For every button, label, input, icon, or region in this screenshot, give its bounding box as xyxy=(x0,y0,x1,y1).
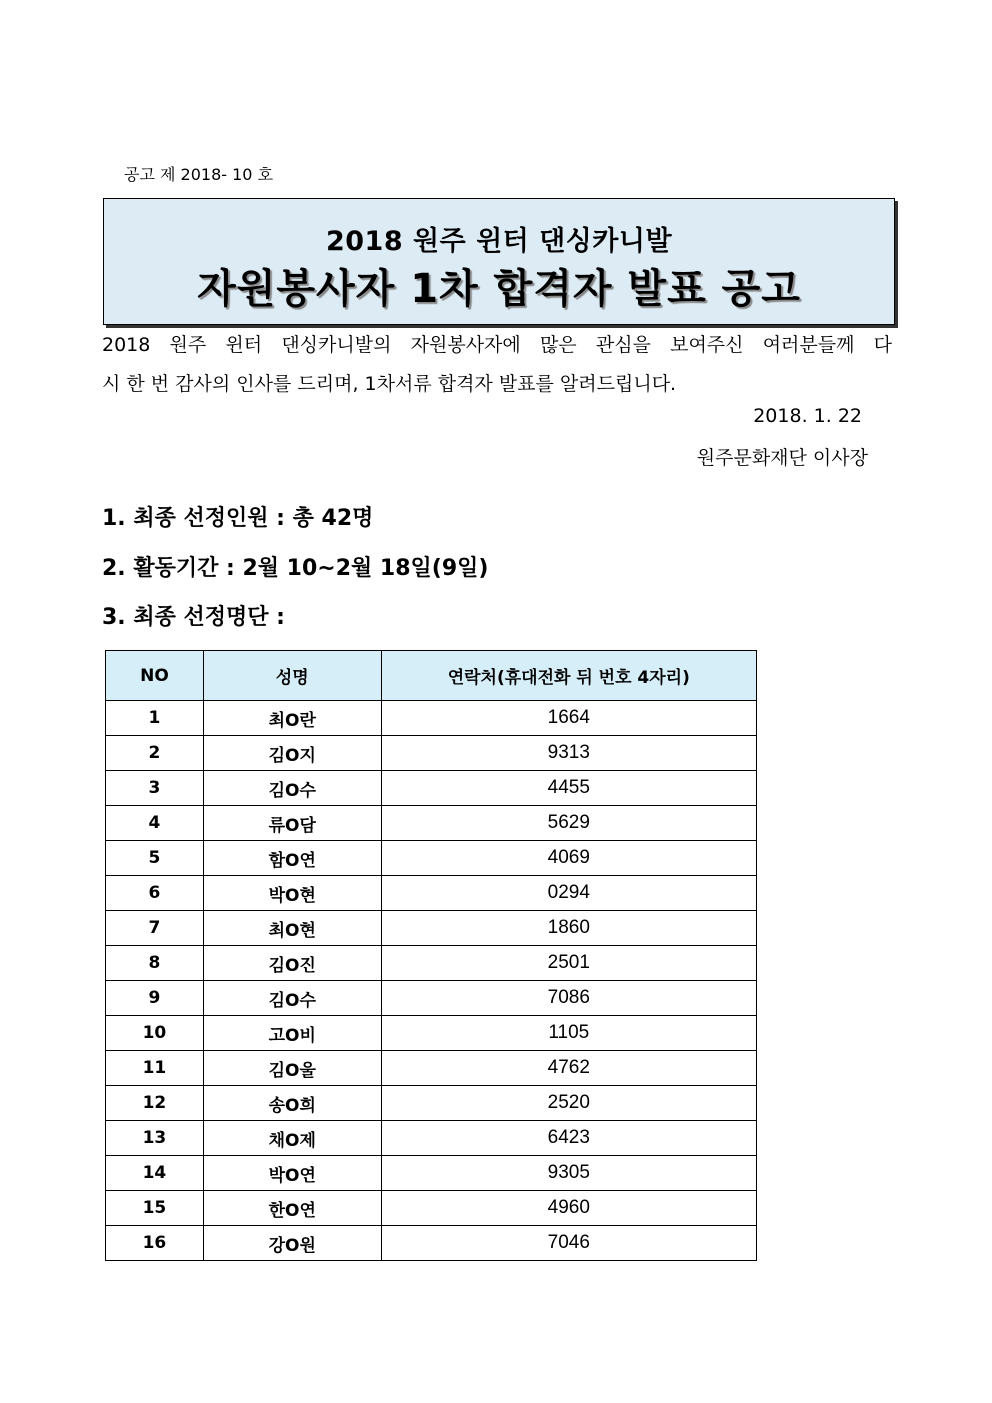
table-row xyxy=(106,1086,757,1121)
table-row xyxy=(106,1121,757,1156)
row-name: 채O제 xyxy=(203,1121,381,1156)
table-row xyxy=(106,841,757,876)
row-number: 2 xyxy=(106,736,204,771)
intro-line-1: 2018 원주 윈터 댄싱카니발의 자원봉사자에 많은 관심을 보여주신 여러분들께 다 xyxy=(102,334,892,356)
signer: 원주문화재단 이사장 xyxy=(696,447,868,469)
row-phone: 1664 xyxy=(381,701,756,736)
row-name: 함O연 xyxy=(203,841,381,876)
section-activity-period: 2. 활동기간 : 2월 10~2월 18일(9일) xyxy=(102,556,489,581)
row-number: 6 xyxy=(106,876,204,911)
row-name: 송O희 xyxy=(203,1086,381,1121)
row-phone: 1105 xyxy=(381,1016,756,1051)
row-name: 김O진 xyxy=(203,946,381,981)
table-row xyxy=(106,1051,757,1086)
row-number: 15 xyxy=(106,1191,204,1226)
table-row xyxy=(106,981,757,1016)
row-number: 4 xyxy=(106,806,204,841)
table-row xyxy=(106,806,757,841)
announcement-date: 2018. 1. 22 xyxy=(753,405,862,427)
table-row xyxy=(106,1016,757,1051)
row-name: 김O울 xyxy=(203,1051,381,1086)
row-phone: 1860 xyxy=(381,911,756,946)
row-phone: 6423 xyxy=(381,1121,756,1156)
row-name: 김O지 xyxy=(203,736,381,771)
row-name: 김O수 xyxy=(203,981,381,1016)
header-no: NO xyxy=(106,651,204,701)
section-final-list: 3. 최종 선정명단 : xyxy=(102,605,285,630)
title-announcement: 자원봉사자 1차 합격자 발표 공고 xyxy=(197,266,801,312)
table-row xyxy=(106,736,757,771)
header-phone: 연락처(휴대전화 뒤 번호 4자리) xyxy=(381,651,756,701)
row-number: 12 xyxy=(106,1086,204,1121)
row-phone: 7086 xyxy=(381,981,756,1016)
row-name: 강O원 xyxy=(203,1226,381,1261)
notice-number: 공고 제 2018- 10 호 xyxy=(124,165,274,184)
title-box xyxy=(103,198,895,325)
row-number: 8 xyxy=(106,946,204,981)
table-row xyxy=(106,771,757,806)
row-name: 류O담 xyxy=(203,806,381,841)
row-phone: 2501 xyxy=(381,946,756,981)
row-number: 11 xyxy=(106,1051,204,1086)
row-phone: 9313 xyxy=(381,736,756,771)
row-phone: 7046 xyxy=(381,1226,756,1261)
row-phone: 4455 xyxy=(381,771,756,806)
row-number: 5 xyxy=(106,841,204,876)
roster-table xyxy=(105,650,757,1261)
header-name: 성명 xyxy=(203,651,381,701)
row-phone: 9305 xyxy=(381,1156,756,1191)
row-phone: 4069 xyxy=(381,841,756,876)
table-header-row xyxy=(106,651,757,701)
table-row xyxy=(106,946,757,981)
title-event-name: 2018 원주 윈터 댄싱카니발 xyxy=(325,226,673,257)
table-row xyxy=(106,701,757,736)
section-final-count: 1. 최종 선정인원 : 총 42명 xyxy=(102,506,374,531)
row-number: 10 xyxy=(106,1016,204,1051)
table-row xyxy=(106,876,757,911)
row-name: 박O연 xyxy=(203,1156,381,1191)
row-name: 한O연 xyxy=(203,1191,381,1226)
row-number: 1 xyxy=(106,701,204,736)
row-phone: 5629 xyxy=(381,806,756,841)
row-number: 7 xyxy=(106,911,204,946)
row-number: 9 xyxy=(106,981,204,1016)
row-number: 13 xyxy=(106,1121,204,1156)
row-number: 3 xyxy=(106,771,204,806)
row-number: 14 xyxy=(106,1156,204,1191)
row-name: 박O현 xyxy=(203,876,381,911)
row-phone: 2520 xyxy=(381,1086,756,1121)
intro-paragraph xyxy=(102,326,892,404)
row-name: 최O란 xyxy=(203,701,381,736)
table-row xyxy=(106,1226,757,1261)
table-body xyxy=(106,701,757,1261)
table-row xyxy=(106,1156,757,1191)
row-phone: 4762 xyxy=(381,1051,756,1086)
row-phone: 4960 xyxy=(381,1191,756,1226)
row-name: 김O수 xyxy=(203,771,381,806)
row-number: 16 xyxy=(106,1226,204,1261)
table-row xyxy=(106,1191,757,1226)
table-row xyxy=(106,911,757,946)
row-phone: 0294 xyxy=(381,876,756,911)
intro-line-2: 시 한 번 감사의 인사를 드리며, 1차서류 합격자 발표를 알려드립니다. xyxy=(102,373,677,395)
row-name: 고O비 xyxy=(203,1016,381,1051)
row-name: 최O현 xyxy=(203,911,381,946)
